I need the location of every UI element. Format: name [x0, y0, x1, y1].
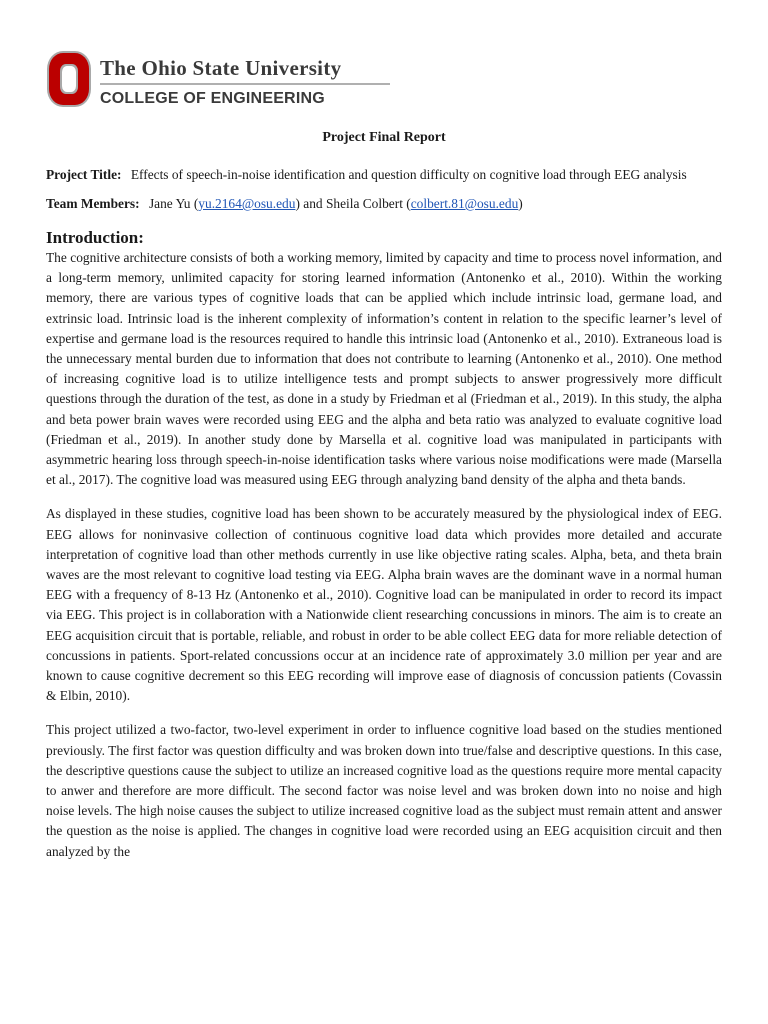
member1-name: Jane Yu: [148, 196, 191, 211]
project-title-label: Project Title:: [46, 167, 122, 182]
wordmark: [100, 56, 390, 108]
intro-paragraph: This project utilized a two-factor, two-level experiment in order to influence cognitive load based on the studies mentioned previously. The first factor was question difficulty and was broken down into true/false and descriptive questions. In this case, the descriptive questions cause the subject to utilize an increased cognitive load as the questions require more mental capacity to anwer and therefore are more difficult. The second factor was noise level and was broken down into no noise and high noise levels. The high noise causes the subject to utilize increased cognitive load as the subject must remain attent and answer the question as the noise is applied. The changes in cognitive load were recorded using an EEG acquisition circuit and then analyzed by the: [46, 722, 722, 859]
team-members-label: Team Members:: [46, 196, 140, 211]
intro-paragraph: As displayed in these studies, cognitive load has been shown to be accurately measured by the physiological index of EEG. EEG allows for noninvasive collection of continuous cognitive load data which provides more detailed and accurate interpretation of cognitive load than other methods currently in use like objective rating scales. Alpha, beta, and theta brain waves are the most relevant to cognitive load testing via EEG. Alpha brain waves are the dominant wave in a normal human EEG with a frequency of 8-13 Hz (Antonenko et al., 2010). Cognitive load can be manipulated in order to record its impact via EEG. This project is in collaboration with a Nationwide client researching concussions in minors. The aim is to create an EEG acquisition circuit that is portable, reliable, and robust in order to be able collect EEG data for more reliable detection of concussions in patients. Sport-related concussions occur at an incidence rate of approximately 3.0 million per year and are known to cause cognitive decrement so this EEG recording will improve ease of diagnosis of concussion patients (Covassin & Elbin, 2010).: [46, 506, 722, 704]
report-body: [46, 128, 722, 876]
university-name: The Ohio State University: [100, 56, 342, 80]
ohio-state-block-o-icon: [46, 50, 92, 108]
intro-paragraph: The cognitive architecture consists of both a working memory, limited by capacity and time to process novel information, and a long-term memory, unlimited capacity for storing learned information (Antonenko et al., 2010). Within the working memory, there are various types of cognitive loads that can be applied which include intrinsic load, germane load, and extrinsic load. Intrinsic load is the inherent complexity of information’s content in relation to the specific learner’s level of expertise and germane load is the resources required to handle this intrinsic load (Antonenko et al., 2010). Extraneous load is the unnecessary mental burden due to information that does not contribute to learning (Antonenko et al., 2010). One method of increasing cognitive load is to utilize intelligence tests and prompt subjects to answer progressively more difficult questions through the duration of the test, as done in a study by Friedman et al (Friedman et al., 2019). In this study, the alpha and beta power brain waves were recorded using EEG and the alpha and beta ratio was analyzed to evaluate cognitive load (Friedman et al., 2019). In another study done by Marsella et al. cognitive load was manipulated in participants with asymmetric hearing loss through speech-in-noise identification tasks where various noise modifications were made (Marsella et al., 2017). The cognitive load was measured using EEG through analyzing band density of the alpha and theta bands.: [46, 250, 722, 488]
report-title: Project Final Report: [322, 130, 446, 145]
header-divider: [100, 83, 390, 85]
project-title-line: [46, 166, 722, 183]
member2-email-link[interactable]: colbert.81@osu.edu: [410, 196, 519, 211]
college-name: COLLEGE OF ENGINEERING: [100, 90, 325, 107]
introduction-heading: Introduction:: [46, 228, 144, 247]
member1-email-link[interactable]: yu.2164@osu.edu: [198, 196, 296, 211]
member2-name: Sheila Colbert: [325, 196, 403, 211]
project-title-text: Effects of speech-in-noise identification and question difficulty on cognitive load through EEG analysis: [130, 167, 687, 182]
letterhead: [46, 50, 390, 108]
team-members-line: Team Members: Jane Yu (yu.2164@osu.edu) and Sheila Colbert (colbert.81@osu.edu): [46, 196, 523, 211]
